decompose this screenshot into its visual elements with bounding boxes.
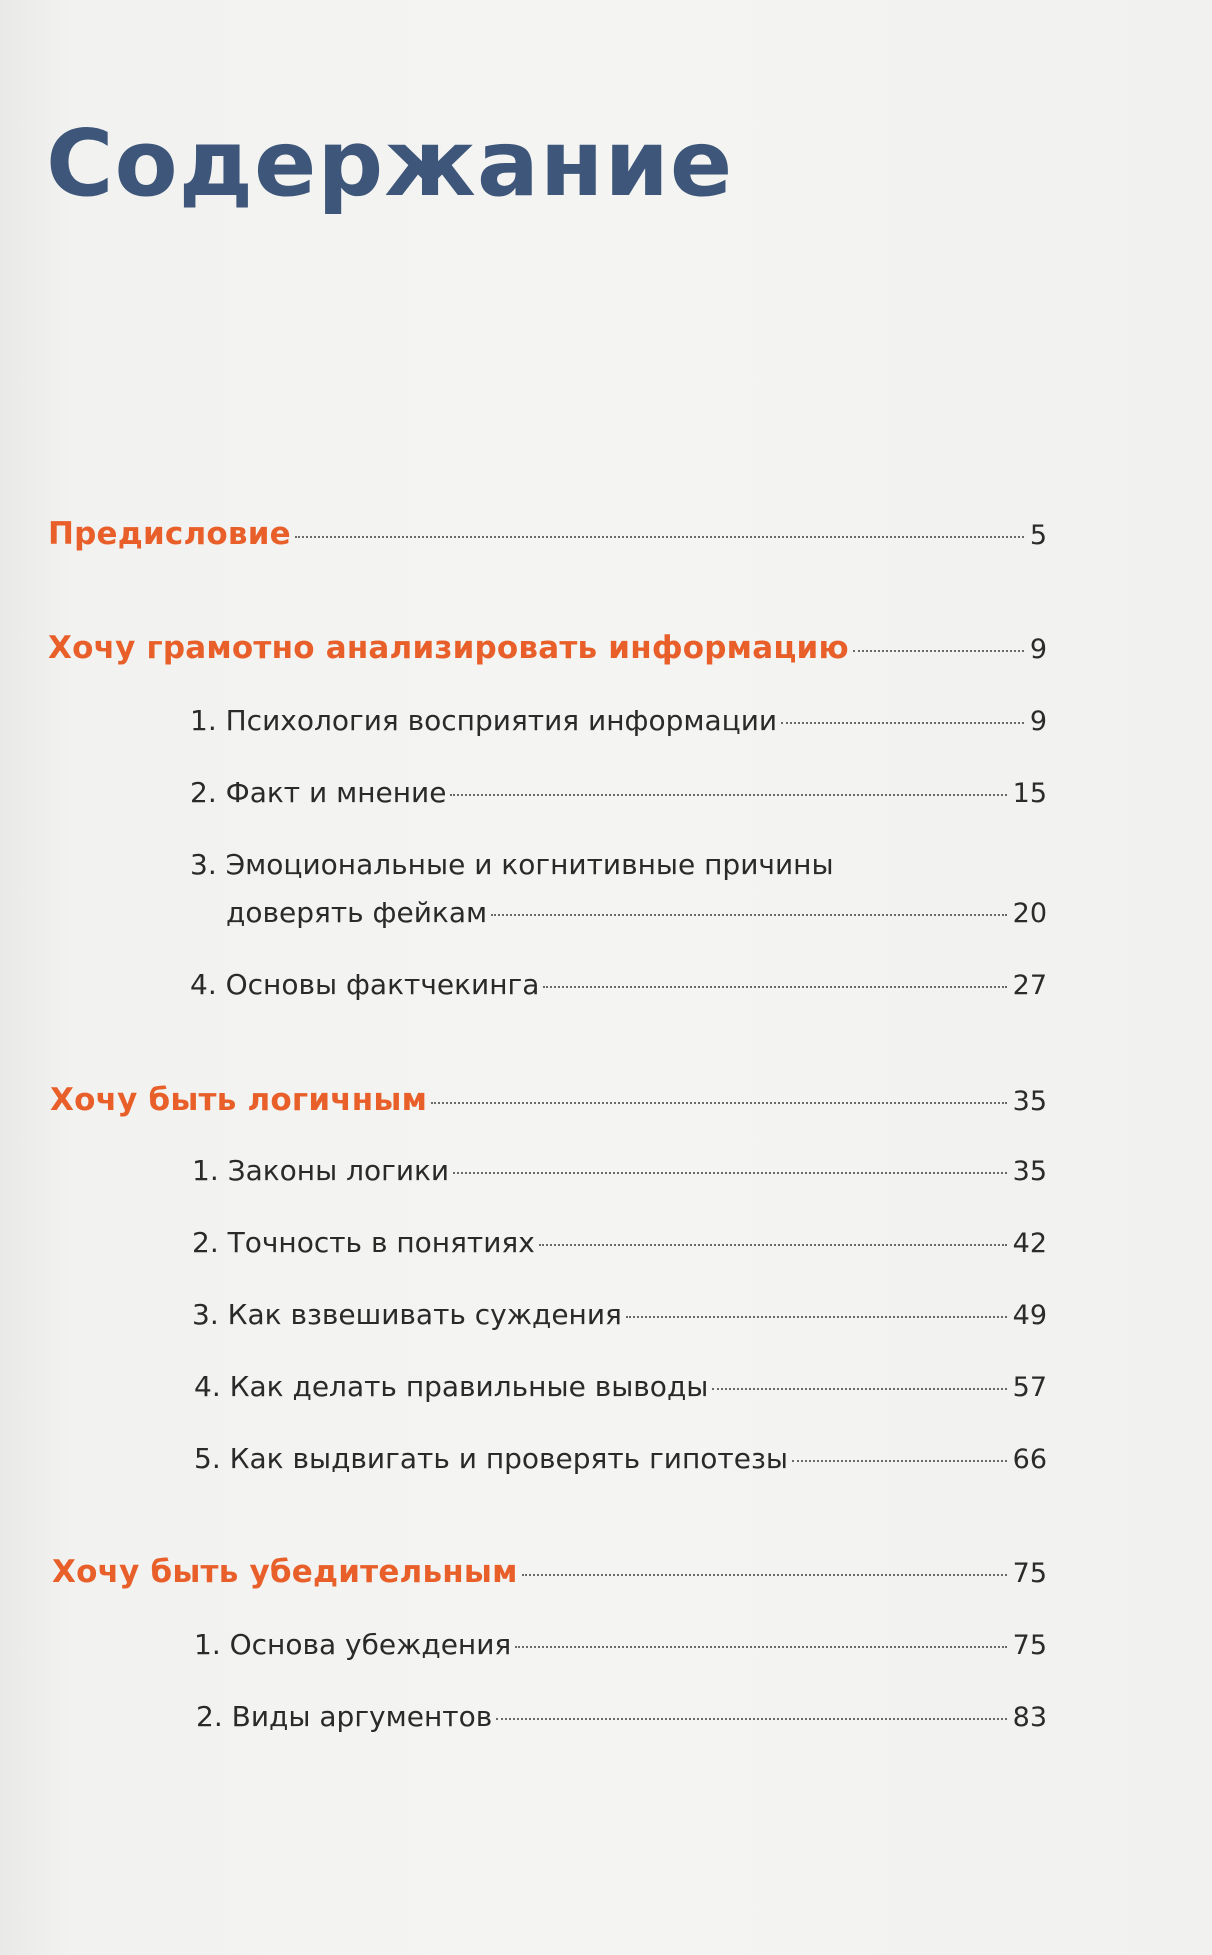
dot-leader: [515, 1646, 1006, 1648]
toc-page-number: 66: [1012, 1444, 1047, 1475]
toc-page-number: 5: [1029, 520, 1047, 551]
toc-page-number: 20: [1012, 898, 1047, 929]
toc-page-number: 9: [1029, 706, 1047, 737]
toc-entry-item[interactable]: [192, 1226, 1047, 1259]
toc-page-number: 75: [1012, 1630, 1047, 1661]
toc-entry-section-logical[interactable]: [50, 1082, 1047, 1118]
toc-item-label: 2. Виды аргументов: [196, 1700, 493, 1733]
toc-page-number: 57: [1012, 1372, 1047, 1403]
dot-leader: [453, 1172, 1007, 1174]
toc-entry-item[interactable]: [226, 896, 1047, 929]
toc-section-label: Предисловие: [48, 516, 291, 552]
toc-entry-item[interactable]: [194, 1370, 1047, 1403]
dot-leader: [626, 1316, 1007, 1318]
toc-page-number: 35: [1012, 1156, 1047, 1187]
dot-leader: [496, 1718, 1006, 1720]
toc-entry-item[interactable]: [192, 1298, 1047, 1331]
toc-item-label: 4. Как делать правильные выводы: [194, 1370, 709, 1403]
toc-page-number: 42: [1012, 1228, 1047, 1259]
toc-page-number: 15: [1012, 778, 1047, 809]
dot-leader: [781, 722, 1024, 724]
toc-page-number: 83: [1012, 1702, 1047, 1733]
dot-leader: [853, 650, 1024, 652]
toc-entry-preface[interactable]: [48, 516, 1047, 552]
dot-leader: [543, 986, 1006, 988]
toc-item-label-line1: 3. Эмоциональные и когнитивные причины: [190, 848, 834, 881]
dot-leader: [539, 1244, 1007, 1246]
toc-section-label: Хочу быть логичным: [50, 1082, 428, 1118]
toc-section-label: Хочу грамотно анализировать информацию: [48, 630, 849, 666]
toc-entry-section-persuasive[interactable]: [52, 1554, 1047, 1590]
toc-item-label: 2. Точность в понятиях: [192, 1226, 535, 1259]
toc-item-label: 4. Основы фактчекинга: [190, 968, 540, 1001]
toc-page-number: 27: [1012, 970, 1047, 1001]
dot-leader: [450, 794, 1006, 796]
toc-entry-item[interactable]: [196, 1700, 1047, 1733]
dot-leader: [491, 914, 1007, 916]
toc-entry-item[interactable]: [190, 776, 1047, 809]
dot-leader: [431, 1102, 1007, 1104]
toc-entry-section-analyze[interactable]: [48, 630, 1047, 666]
dot-leader: [522, 1574, 1007, 1576]
toc-page-number: 35: [1012, 1086, 1047, 1117]
toc-section-label: Хочу быть убедительным: [52, 1554, 518, 1590]
toc-item-label: 1. Психология восприятия информации: [190, 704, 778, 737]
dot-leader: [792, 1460, 1007, 1462]
toc-page-number: 75: [1012, 1558, 1047, 1589]
toc-entry-item[interactable]: [190, 704, 1047, 737]
toc-item-label: 1. Законы логики: [192, 1154, 450, 1187]
toc-page-number: 49: [1012, 1300, 1047, 1331]
dot-leader: [712, 1388, 1006, 1390]
toc-page-number: 9: [1029, 634, 1047, 665]
toc-item-label: 5. Как выдвигать и проверять гипотезы: [194, 1442, 788, 1475]
dot-leader: [295, 536, 1024, 538]
toc-entry-item[interactable]: [192, 1154, 1047, 1187]
toc-item-label: 2. Факт и мнение: [190, 776, 447, 809]
toc-item-label: доверять фейкам: [226, 896, 488, 929]
toc-item-label: 1. Основа убеждения: [194, 1628, 512, 1661]
toc-entry-item[interactable]: [194, 1442, 1047, 1475]
toc-item-label: 3. Как взвешивать суждения: [192, 1298, 622, 1331]
page-title: Содержание: [46, 110, 734, 217]
toc-entry-item[interactable]: [194, 1628, 1047, 1661]
toc-entry-item[interactable]: [190, 968, 1047, 1001]
